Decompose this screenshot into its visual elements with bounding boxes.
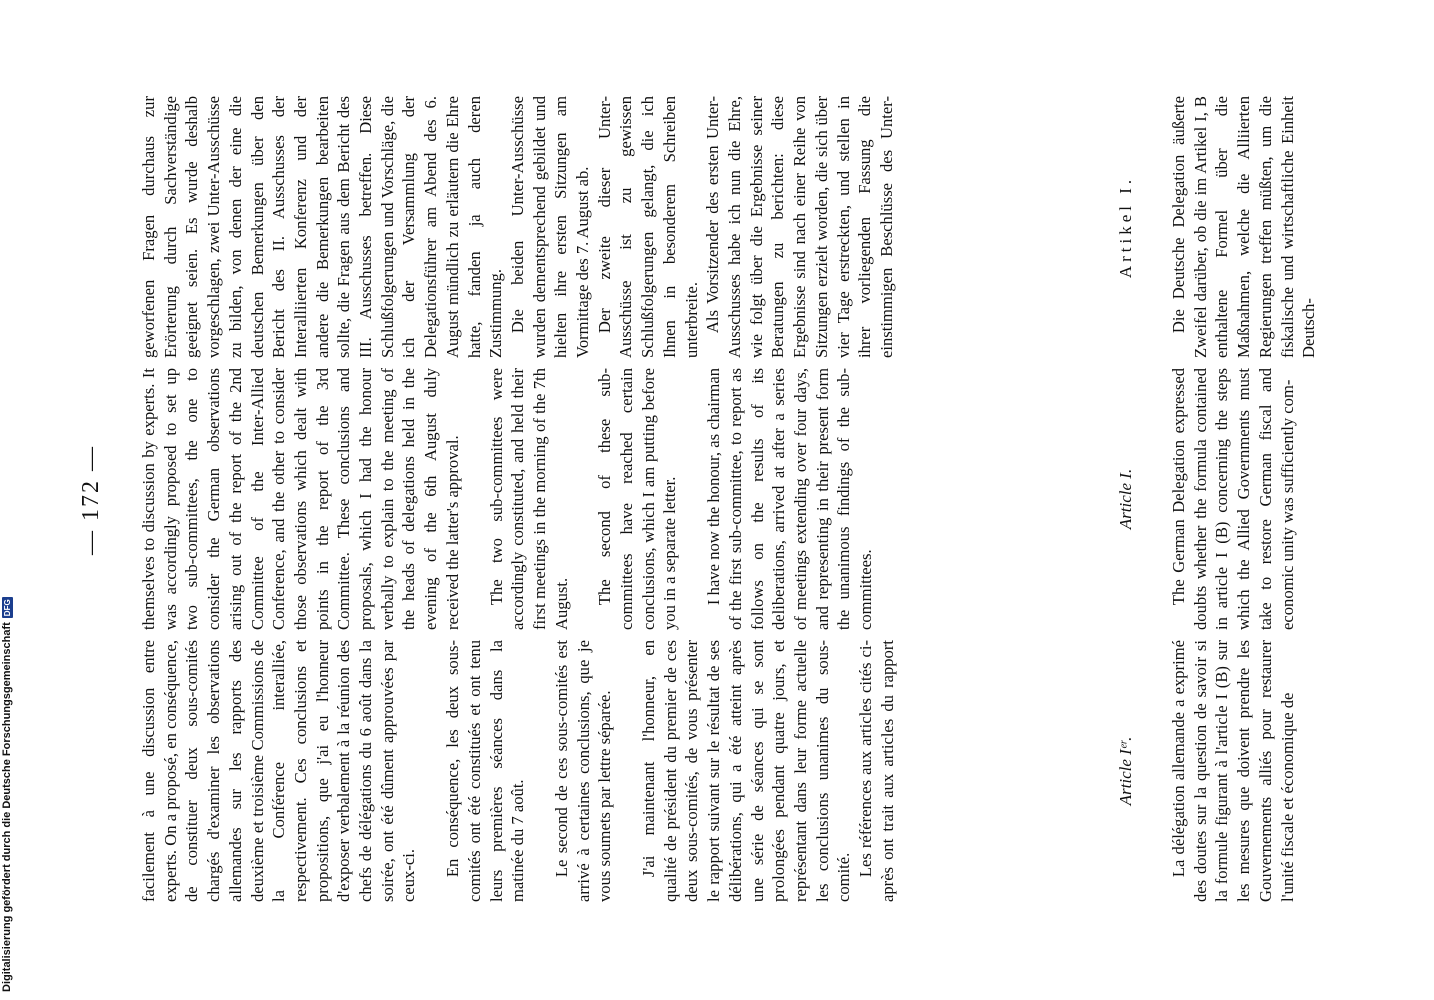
german-article-text (1168, 96, 1434, 358)
article-heading-german: Artikel I. (1116, 175, 1135, 279)
paragraph: The German Delegation expressed doubts whether the formula contained in article I (B) concerning the steps which the Allied Governments must take to restore German fiscal and economic unity was sufficiently com- (1169, 368, 1297, 630)
paragraph: I have now the honour, as chairman of the first sub-committee, to report as follows on the results of its deliberations, arrived at after a series of meetings extending over four days, and representing in their present form the unanimous findings of the sub-committees. (704, 368, 876, 630)
english-column (138, 368, 898, 630)
article-heading-english: Article I. (1116, 468, 1135, 530)
paragraph: Die beiden Unter-Ausschüsse wurden dementsprechend gebildet und hielten ihre ersten Sitzungen am Vormittage des 7. August ab. (507, 96, 593, 358)
paragraph: Die Deutsche Delegation äußerte Zweifel darüber, ob die im Artikel I, B enthaltene Formel über die Maßnahmen, welche die Alliierten Regierungen treffen müßten, um die fiskalische und wirtschaftliche Einheit Deutsch- (1169, 96, 1319, 358)
credit-text: Digitalisierung gefördert durch die Deutsche Forschungsgemeinschaft (1, 622, 13, 992)
article-heading-french: Article Iᵉʳ. (1116, 736, 1135, 806)
paragraph: Der zweite dieser Unter-Ausschüsse ist zu gewissen Schlußfolgerungen gelangt, die ich Ihnen in besonderem Schreiben unterbreite. (594, 96, 701, 358)
paragraph: La délégation allemande a exprimé des doutes sur la question de savoir si la formule figurant à l'article I (B) sur les mesures que doivent prendre les Gouvernements alliés pour restaurer l'unité fiscale et économique de (1169, 640, 1297, 902)
paragraph: facilement à une discussion entre experts. On a proposé, en conséquence, de constituer deux sous-comités chargés d'examiner les observations allemandes sur les rapports des deuxième et troisième Commissions de la Conférence interalliée, respectivement. Ces conclusions et propositions, que j'ai eu l'honneur d'exposer verbalement à la réunion des chefs de délégations du 6 août dans la soirée, ont été dûment approuvées par ceux-ci. (139, 640, 419, 902)
paragraph: themselves to discussion by experts. It was accordingly proposed to set up two sub-committees, the one to consider the German observations arising out of the report of the 2nd Committee of the Inter-Allied Conference, and the other to consider those observations which dealt with points in the report of the 3rd Committee. These conclusions and proposals, which I had the honour verbally to explain to the meeting of the heads of delegations held in the evening of the 6th August duly received the latter's approval. (139, 368, 462, 630)
page-number: — 172 — (78, 445, 104, 555)
paragraph: The second of these sub-committees have reached certain conclusions, which I am putting before you in a separate letter. (595, 368, 680, 630)
paragraph: En conséquence, les deux sous-comités ont été constitués et ont tenu leurs premières séances dans la matinée du 7 août. (443, 640, 528, 902)
paragraph: Les références aux articles cités ci-après ont trait aux articles du rapport (856, 640, 897, 902)
french-column (138, 640, 898, 902)
paragraph: J'ai maintenant l'honneur, en qualité de président du premier de ces deux sous-comités, de vous présenter le rapport suivant sur le résultat de ses délibérations, qui a été atteint après une série de séances qui se sont prolongées pendant quatre jours, et représentant dans leur forme actuelle les conclusions unanimes du sous-comité. (639, 640, 854, 902)
german-column (138, 96, 898, 358)
paragraph: geworfenen Fragen durchaus zur Erörterung durch Sachverständige geeignet seien. Es wurde deshalb vorgeschlagen, zwei Unter-Ausschüsse zu bilden, von denen der eine die deutschen Bemerkungen über den Bericht des II. Ausschusses der Interalliierten Konferenz und der andere die Bemerkungen bearbeiten sollte, die Fragen aus dem Bericht des III. Ausschusses betreffen. Diese Schlußfolgerungen und Vorschläge, die ich der Versammlung der Delegationsführer am Abend des 6. August mündlich zu erläutern die Ehre hatte, fanden ja auch deren Zustimmung. (139, 96, 506, 358)
dfg-logo-icon: DFG (2, 599, 12, 617)
digitization-credit (0, 0, 14, 1000)
paragraph: The two sub-committees were accordingly constituted, and held their first meetings in the morning of the 7th August. (486, 368, 571, 630)
paragraph: Als Vorsitzender des ersten Unter-Ausschusses habe ich nun die Ehre, wie folgt über die Ergebnisse seiner Beratungen zu berichten: diese Ergebnisse sind nach einer Reihe von Sitzungen erzielt worden, die sich über vier Tage erstreckten, und stellen in ihrer vorliegenden Fassung die einstimmigen Beschlüsse des Unter- (703, 96, 896, 358)
english-article-text (1168, 368, 1434, 630)
french-article-text (1168, 640, 1434, 902)
paragraph: Le second de ces sous-comités est arrivé à certaines conclusions, que je vous soumets par lettre séparée. (551, 640, 615, 902)
